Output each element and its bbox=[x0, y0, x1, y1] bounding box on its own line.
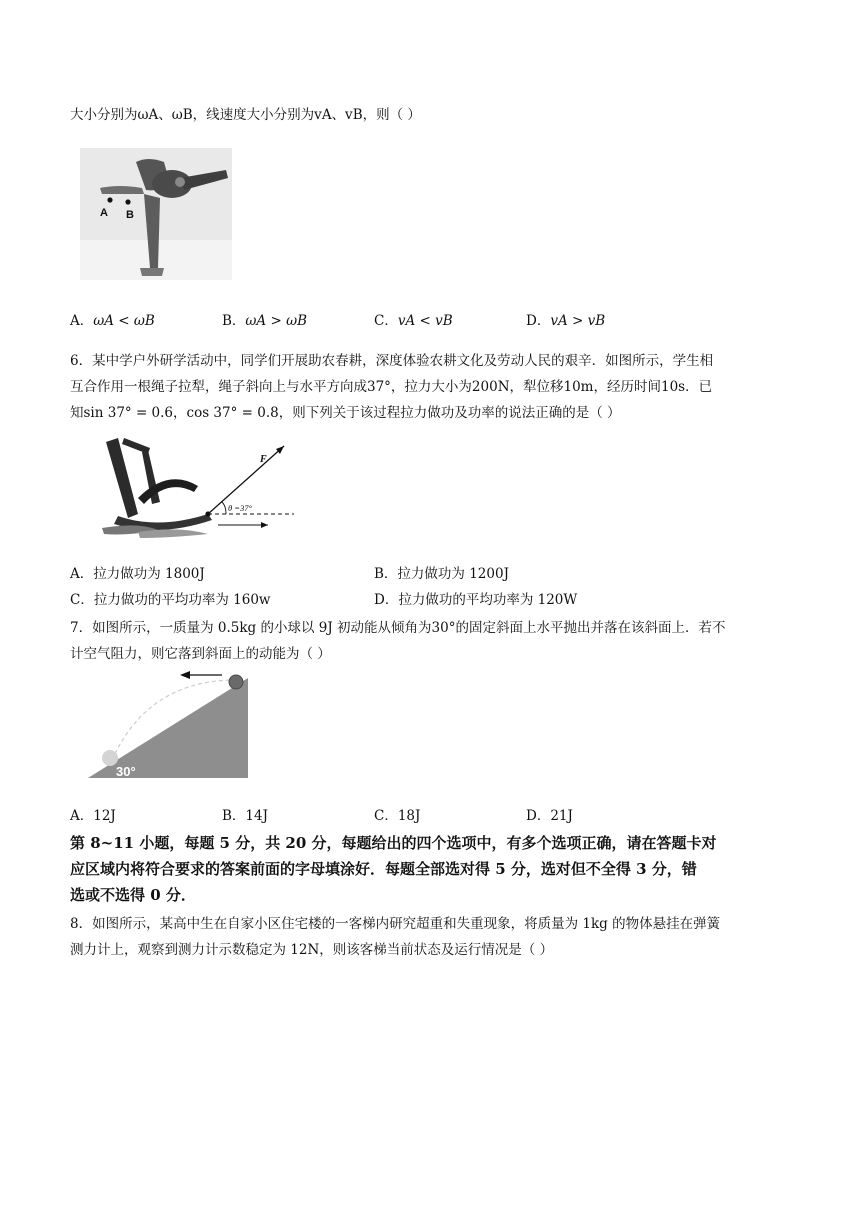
q6-option-b bbox=[374, 565, 509, 583]
q7-option-b bbox=[222, 807, 268, 825]
label-b: B bbox=[126, 209, 134, 221]
q5-option-b bbox=[222, 312, 307, 330]
option-text: 12J bbox=[93, 808, 116, 824]
q6-option-c bbox=[70, 591, 270, 609]
q6-option-a bbox=[70, 565, 205, 583]
option-text: 14J bbox=[245, 808, 269, 824]
q6-line-3: 知sin 37° = 0.6，cos 37° = 0.8，则下列关于该过程拉力做功及功率的说法正确的是（ ） bbox=[70, 405, 621, 421]
angle-label: θ =37° bbox=[228, 503, 252, 513]
q5-stem-tail: 大小分别为ωA、ωB，线速度大小分别为vA、vB，则（ ） bbox=[70, 107, 421, 123]
option-text: 拉力做功的平均功率为 160w bbox=[93, 592, 271, 608]
option-letter: B． bbox=[222, 313, 246, 329]
option-letter: B． bbox=[222, 808, 246, 824]
q8-line-2: 测力计上，观察到测力计示数稳定为 12N，则该客梯当前状态及运行情况是（ ） bbox=[70, 942, 554, 958]
option-letter: D． bbox=[526, 808, 551, 824]
force-label: F bbox=[260, 454, 267, 465]
option-letter: A． bbox=[70, 566, 94, 582]
q7-option-c bbox=[374, 807, 420, 825]
q7-line-2: 计空气阻力，则它落到斜面上的动能为（ ） bbox=[70, 646, 331, 662]
option-letter: C． bbox=[70, 592, 94, 608]
q7-option-a bbox=[70, 807, 116, 825]
incline-angle-label: 30° bbox=[116, 764, 136, 779]
label-a: A bbox=[100, 207, 108, 219]
q8-line-1: 8．如图所示，某高中生在自家小区住宅楼的一客梯内研究超重和失重现象，将质量为 1kg 的物体悬挂在弹簧 bbox=[70, 916, 721, 932]
option-letter: D． bbox=[374, 592, 399, 608]
option-text: ωA < ωB bbox=[93, 313, 155, 329]
q5-option-d bbox=[526, 312, 605, 330]
option-letter: A． bbox=[70, 808, 94, 824]
option-letter: A． bbox=[70, 313, 94, 329]
q7-option-d bbox=[526, 807, 573, 825]
option-text: vA > vB bbox=[550, 313, 606, 329]
q6-line-1: 6．某中学户外研学活动中，同学们开展助农春耕，深度体验农耕文化及劳动人民的艰辛．如图所示，学生相 bbox=[70, 353, 714, 369]
q6-line-2: 互合作用一根绳子拉犁，绳子斜向上与水平方向成37°，拉力大小为200N，犁位移10m，经历时间10s．已 bbox=[70, 379, 713, 395]
option-letter: C． bbox=[374, 313, 398, 329]
option-text: ωA > ωB bbox=[245, 313, 308, 329]
section-instructions-line-1: 第 8~11 小题，每题 5 分，共 20 分，每题给出的四个选项中，有多个选项正确，请在答题卡对 bbox=[70, 834, 717, 852]
option-text: 拉力做功为 1200J bbox=[397, 566, 509, 582]
q5-option-a bbox=[70, 312, 155, 330]
q5-option-c bbox=[374, 312, 453, 330]
option-text: 拉力做功的平均功率为 120W bbox=[398, 592, 578, 608]
option-text: vA < vB bbox=[397, 313, 453, 329]
skater-photo bbox=[80, 148, 232, 280]
option-letter: B． bbox=[374, 566, 398, 582]
option-letter: C． bbox=[374, 808, 398, 824]
q7-line-1: 7．如图所示，一质量为 0.5kg 的小球以 9J 初动能从倾角为30°的固定斜面上水平抛出并落在该斜面上．若不 bbox=[70, 620, 726, 636]
option-letter: D． bbox=[526, 313, 551, 329]
incline-figure bbox=[88, 670, 252, 782]
plough-figure bbox=[98, 438, 294, 540]
section-instructions-line-3: 选或不选得 0 分． bbox=[70, 886, 196, 904]
q6-option-d bbox=[374, 591, 577, 609]
option-text: 18J bbox=[397, 808, 421, 824]
option-text: 拉力做功为 1800J bbox=[93, 566, 205, 582]
section-instructions-line-2: 应区域内将符合要求的答案前面的字母填涂好．每题全部选对得 5 分，选对但不全得 3 分，错 bbox=[70, 860, 697, 878]
option-text: 21J bbox=[550, 808, 573, 824]
